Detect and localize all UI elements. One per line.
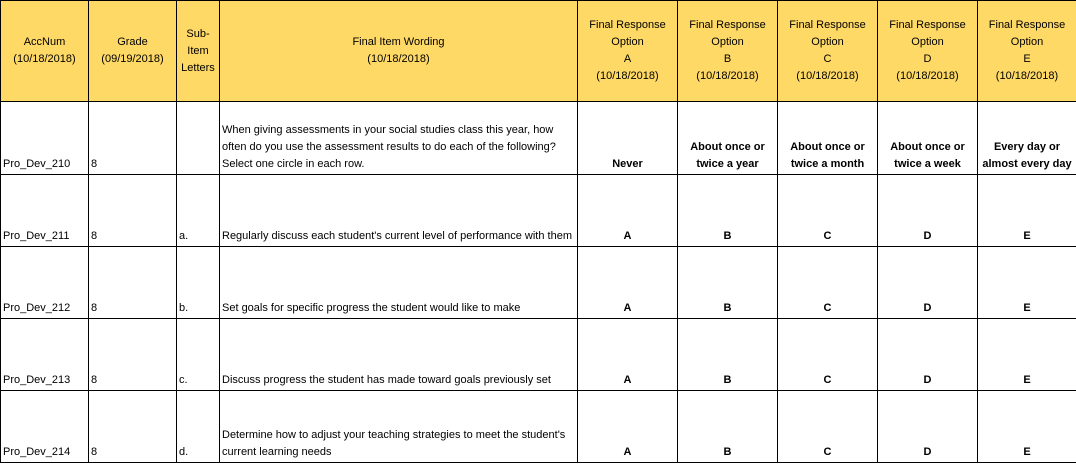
grade-cell: 8: [89, 391, 177, 463]
col-header-line: (10/18/2018): [367, 53, 430, 65]
option-b-cell: B: [678, 319, 778, 391]
table-row: [1, 391, 1076, 463]
table-row: [1, 319, 1076, 391]
col-header-line: Option: [1010, 36, 1044, 48]
option-a-cell: A: [578, 319, 678, 391]
col-header-option-e: [978, 1, 1076, 102]
col-header-option-d: [878, 1, 978, 102]
option-e-cell: E: [978, 175, 1076, 247]
col-header-line: Option: [911, 36, 944, 48]
table-row: [1, 175, 1076, 247]
wording-cell: When giving assessments in your social studies class this year, how often do you use the assessment results to do each of the following? Select one circle in each row.: [220, 102, 578, 175]
col-header-line: (10/18/2018): [896, 70, 959, 82]
col-header-line: (09/19/2018): [101, 53, 164, 65]
col-header-line: Final Item Wording: [352, 36, 445, 48]
col-header-option-b: [678, 1, 778, 102]
option-c-cell: C: [778, 247, 878, 319]
accnum-cell: Pro_Dev_212: [1, 247, 89, 319]
wording-cell: Discuss progress the student has made toward goals previously set: [220, 319, 578, 391]
col-header-line: A: [623, 53, 632, 65]
wording-cell: Set goals for specific progress the student would like to make: [220, 247, 578, 319]
option-c-cell: C: [778, 175, 878, 247]
col-header-line: Final Response: [689, 19, 766, 31]
sub-item-cell: a.: [177, 175, 220, 247]
option-c-cell: About once or twice a month: [778, 102, 878, 175]
col-header-line: (10/18/2018): [796, 70, 859, 82]
option-b-cell: About once or twice a year: [678, 102, 778, 175]
table-row: [1, 102, 1076, 175]
option-d-cell: About once or twice a week: [878, 102, 978, 175]
col-header-line: Option: [611, 36, 644, 48]
option-d-cell: D: [878, 319, 978, 391]
option-d-cell: D: [878, 175, 978, 247]
option-b-cell: B: [678, 175, 778, 247]
col-header-line: Option: [711, 36, 744, 48]
sub-item-cell: c.: [177, 319, 220, 391]
grade-cell: 8: [89, 175, 177, 247]
grade-cell: 8: [89, 319, 177, 391]
col-header-line: Final Response: [889, 19, 966, 31]
accnum-cell: Pro_Dev_211: [1, 175, 89, 247]
col-header-line: (10/18/2018): [995, 70, 1059, 82]
wording-cell: Regularly discuss each student's current level of performance with them: [220, 175, 578, 247]
option-e-cell: E: [978, 319, 1076, 391]
col-header-line: Final Response: [589, 19, 666, 31]
col-header-grade: [89, 1, 177, 102]
wording-cell: Determine how to adjust your teaching strategies to meet the student's current learning needs: [220, 391, 578, 463]
option-e-cell: Every day or almost every day: [978, 102, 1076, 175]
col-header-accnum: [1, 1, 89, 102]
col-header-line: (10/18/2018): [596, 70, 659, 82]
option-c-cell: C: [778, 391, 878, 463]
col-header-line: Sub-: [186, 27, 210, 40]
col-header-option-a: [578, 1, 678, 102]
col-header-wording: [220, 1, 578, 102]
col-header-line: B: [723, 53, 732, 65]
option-b-cell: B: [678, 247, 778, 319]
accnum-cell: Pro_Dev_210: [1, 102, 89, 175]
option-d-cell: D: [878, 247, 978, 319]
option-a-cell: Never: [578, 102, 678, 175]
col-header-line: E: [1023, 53, 1031, 65]
col-header-line: (10/18/2018): [13, 53, 76, 65]
accnum-cell: Pro_Dev_214: [1, 391, 89, 463]
col-header-sub-item: [177, 1, 220, 102]
sub-item-cell: d.: [177, 391, 220, 463]
option-b-cell: B: [678, 391, 778, 463]
col-header-line: Final Response: [789, 19, 866, 31]
grade-cell: 8: [89, 247, 177, 319]
option-a-cell: A: [578, 247, 678, 319]
col-header-line: (10/18/2018): [696, 70, 759, 82]
col-header-line: Final Response: [988, 19, 1066, 31]
grade-cell: 8: [89, 102, 177, 175]
col-header-line: Grade: [117, 36, 148, 48]
col-header-line: C: [823, 53, 832, 65]
option-a-cell: A: [578, 175, 678, 247]
option-e-cell: E: [978, 391, 1076, 463]
col-header-line: Item: [187, 44, 209, 57]
header-row: [1, 1, 1076, 102]
col-header-line: D: [923, 53, 932, 65]
option-a-cell: A: [578, 391, 678, 463]
sub-item-cell: [177, 102, 220, 175]
sub-item-cell: b.: [177, 247, 220, 319]
col-header-line: AccNum: [23, 36, 66, 48]
option-c-cell: C: [778, 319, 878, 391]
option-d-cell: D: [878, 391, 978, 463]
accnum-cell: Pro_Dev_213: [1, 319, 89, 391]
col-header-option-c: [778, 1, 878, 102]
table-row: [1, 247, 1076, 319]
option-e-cell: E: [978, 247, 1076, 319]
col-header-line: Letters: [181, 61, 215, 74]
col-header-line: Option: [811, 36, 844, 48]
